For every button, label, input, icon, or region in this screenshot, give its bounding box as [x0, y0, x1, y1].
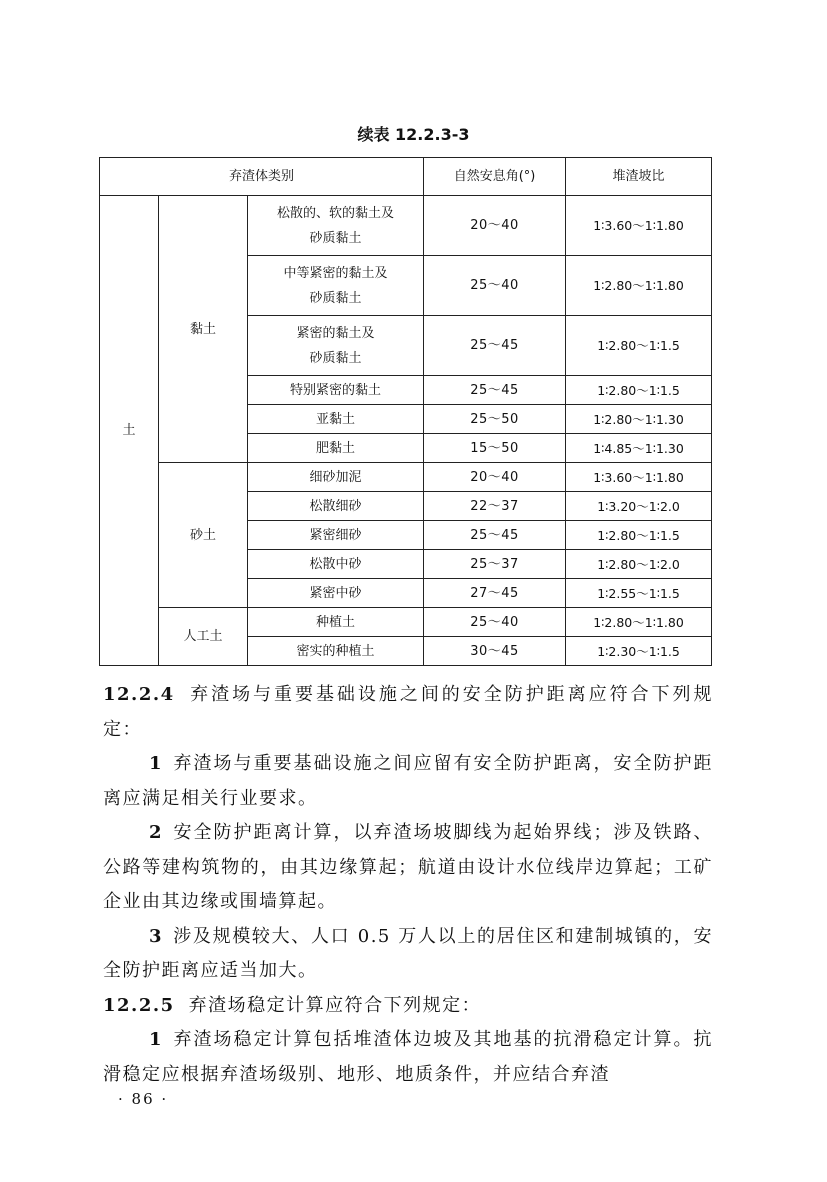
- angle-cell: 25～40: [424, 608, 566, 637]
- item-number: 2: [149, 822, 164, 843]
- group-cell-artificial: 人工土: [159, 608, 248, 666]
- item-text: 弃渣场与重要基础设施之间应留有安全防护距离，安全防护距离应满足相关行业要求。: [103, 753, 713, 809]
- clause-number: 12.2.5: [103, 994, 175, 1016]
- clauses-body: [103, 678, 713, 1092]
- group-cell-sand: 砂土: [159, 463, 248, 608]
- slope-cell: 1∶4.85～1∶1.30: [566, 434, 712, 463]
- angle-cell: 25～50: [424, 405, 566, 434]
- clause-item: [103, 920, 713, 989]
- type-cell: 特别紧密的黏土: [248, 376, 424, 405]
- item-number: 1: [149, 1029, 164, 1050]
- type-cell: 亚黏土: [248, 405, 424, 434]
- type-line: 紧密的黏土及: [296, 325, 375, 341]
- table-caption: 续表 12.2.3-3: [357, 125, 470, 144]
- type-cell: [248, 196, 424, 256]
- slope-cell: 1∶2.80～1∶1.5: [566, 376, 712, 405]
- type-line: 砂质黏土: [309, 230, 362, 246]
- type-cell: [248, 316, 424, 376]
- group-cell-clay: 黏土: [159, 196, 248, 463]
- type-cell: 松散细砂: [248, 492, 424, 521]
- clause-12-2-5: [103, 989, 713, 1024]
- angle-cell: 20～40: [424, 196, 566, 256]
- angle-cell: 25～45: [424, 376, 566, 405]
- type-line: 砂质黏土: [309, 290, 362, 306]
- table-row: [100, 463, 712, 492]
- type-cell: 紧密中砂: [248, 579, 424, 608]
- type-line: 中等紧密的黏土及: [283, 265, 388, 281]
- type-cell: 种植土: [248, 608, 424, 637]
- angle-cell: 25～45: [424, 521, 566, 550]
- type-cell: [248, 256, 424, 316]
- slope-cell: 1∶3.60～1∶1.80: [566, 463, 712, 492]
- clause-item: [103, 747, 713, 816]
- type-line: 松散的、软的黏土及: [277, 205, 395, 221]
- slope-cell: 1∶2.55～1∶1.5: [566, 579, 712, 608]
- item-text: 弃渣场稳定计算包括堆渣体边坡及其地基的抗滑稳定计算。抗滑稳定应根据弃渣场级别、地形、地质条件，并应结合弃渣: [103, 1029, 713, 1085]
- clause-12-2-4: [103, 678, 713, 747]
- slope-cell: 1∶2.80～1∶1.5: [566, 521, 712, 550]
- table-row: [100, 608, 712, 637]
- slope-cell: 1∶2.80～1∶1.80: [566, 608, 712, 637]
- type-cell: 紧密细砂: [248, 521, 424, 550]
- header-slope: 堆渣坡比: [566, 158, 712, 196]
- header-category: 弃渣体类别: [100, 158, 424, 196]
- main-category-cell: 土: [100, 196, 159, 666]
- slope-cell: 1∶2.30～1∶1.5: [566, 637, 712, 666]
- angle-cell: 25～45: [424, 316, 566, 376]
- item-number: 1: [149, 753, 164, 774]
- clause-item: [103, 816, 713, 920]
- slope-cell: 1∶2.80～1∶1.5: [566, 316, 712, 376]
- slope-cell: 1∶2.80～1∶1.80: [566, 256, 712, 316]
- clause-text: 弃渣场与重要基础设施之间的安全防护距离应符合下列规定：: [103, 684, 713, 740]
- angle-cell: 30～45: [424, 637, 566, 666]
- table-header-row: [100, 158, 712, 196]
- angle-cell: 25～37: [424, 550, 566, 579]
- angle-cell: 25～40: [424, 256, 566, 316]
- clause-text: 弃渣场稳定计算应符合下列规定：: [188, 994, 482, 1016]
- item-text: 安全防护距离计算，以弃渣场坡脚线为起始界线；涉及铁路、公路等建构筑物的，由其边缘算起；航道由设计水位线岸边算起；工矿企业由其边缘或围墙算起。: [103, 822, 713, 912]
- type-cell: 细砂加泥: [248, 463, 424, 492]
- table-row: [100, 196, 712, 256]
- type-cell: 肥黏土: [248, 434, 424, 463]
- slope-cell: 1∶3.20～1∶2.0: [566, 492, 712, 521]
- slope-cell: 1∶2.80～1∶2.0: [566, 550, 712, 579]
- clause-item: [103, 1023, 713, 1092]
- angle-cell: 15～50: [424, 434, 566, 463]
- type-line: 砂质黏土: [309, 350, 362, 366]
- page-number: · 86 ·: [118, 1090, 169, 1108]
- slope-cell: 1∶2.80～1∶1.30: [566, 405, 712, 434]
- clause-number: 12.2.4: [103, 684, 175, 705]
- item-number: 3: [149, 925, 164, 947]
- type-cell: 密实的种植土: [248, 637, 424, 666]
- angle-cell: 22～37: [424, 492, 566, 521]
- slope-cell: 1∶3.60～1∶1.80: [566, 196, 712, 256]
- slope-table: [99, 157, 712, 666]
- item-text: 涉及规模较大、人口 0.5 万人以上的居住区和建制城镇的，安全防护距离应适当加大。: [103, 925, 713, 981]
- header-angle: 自然安息角(°): [424, 158, 566, 196]
- type-cell: 松散中砂: [248, 550, 424, 579]
- angle-cell: 20～40: [424, 463, 566, 492]
- angle-cell: 27～45: [424, 579, 566, 608]
